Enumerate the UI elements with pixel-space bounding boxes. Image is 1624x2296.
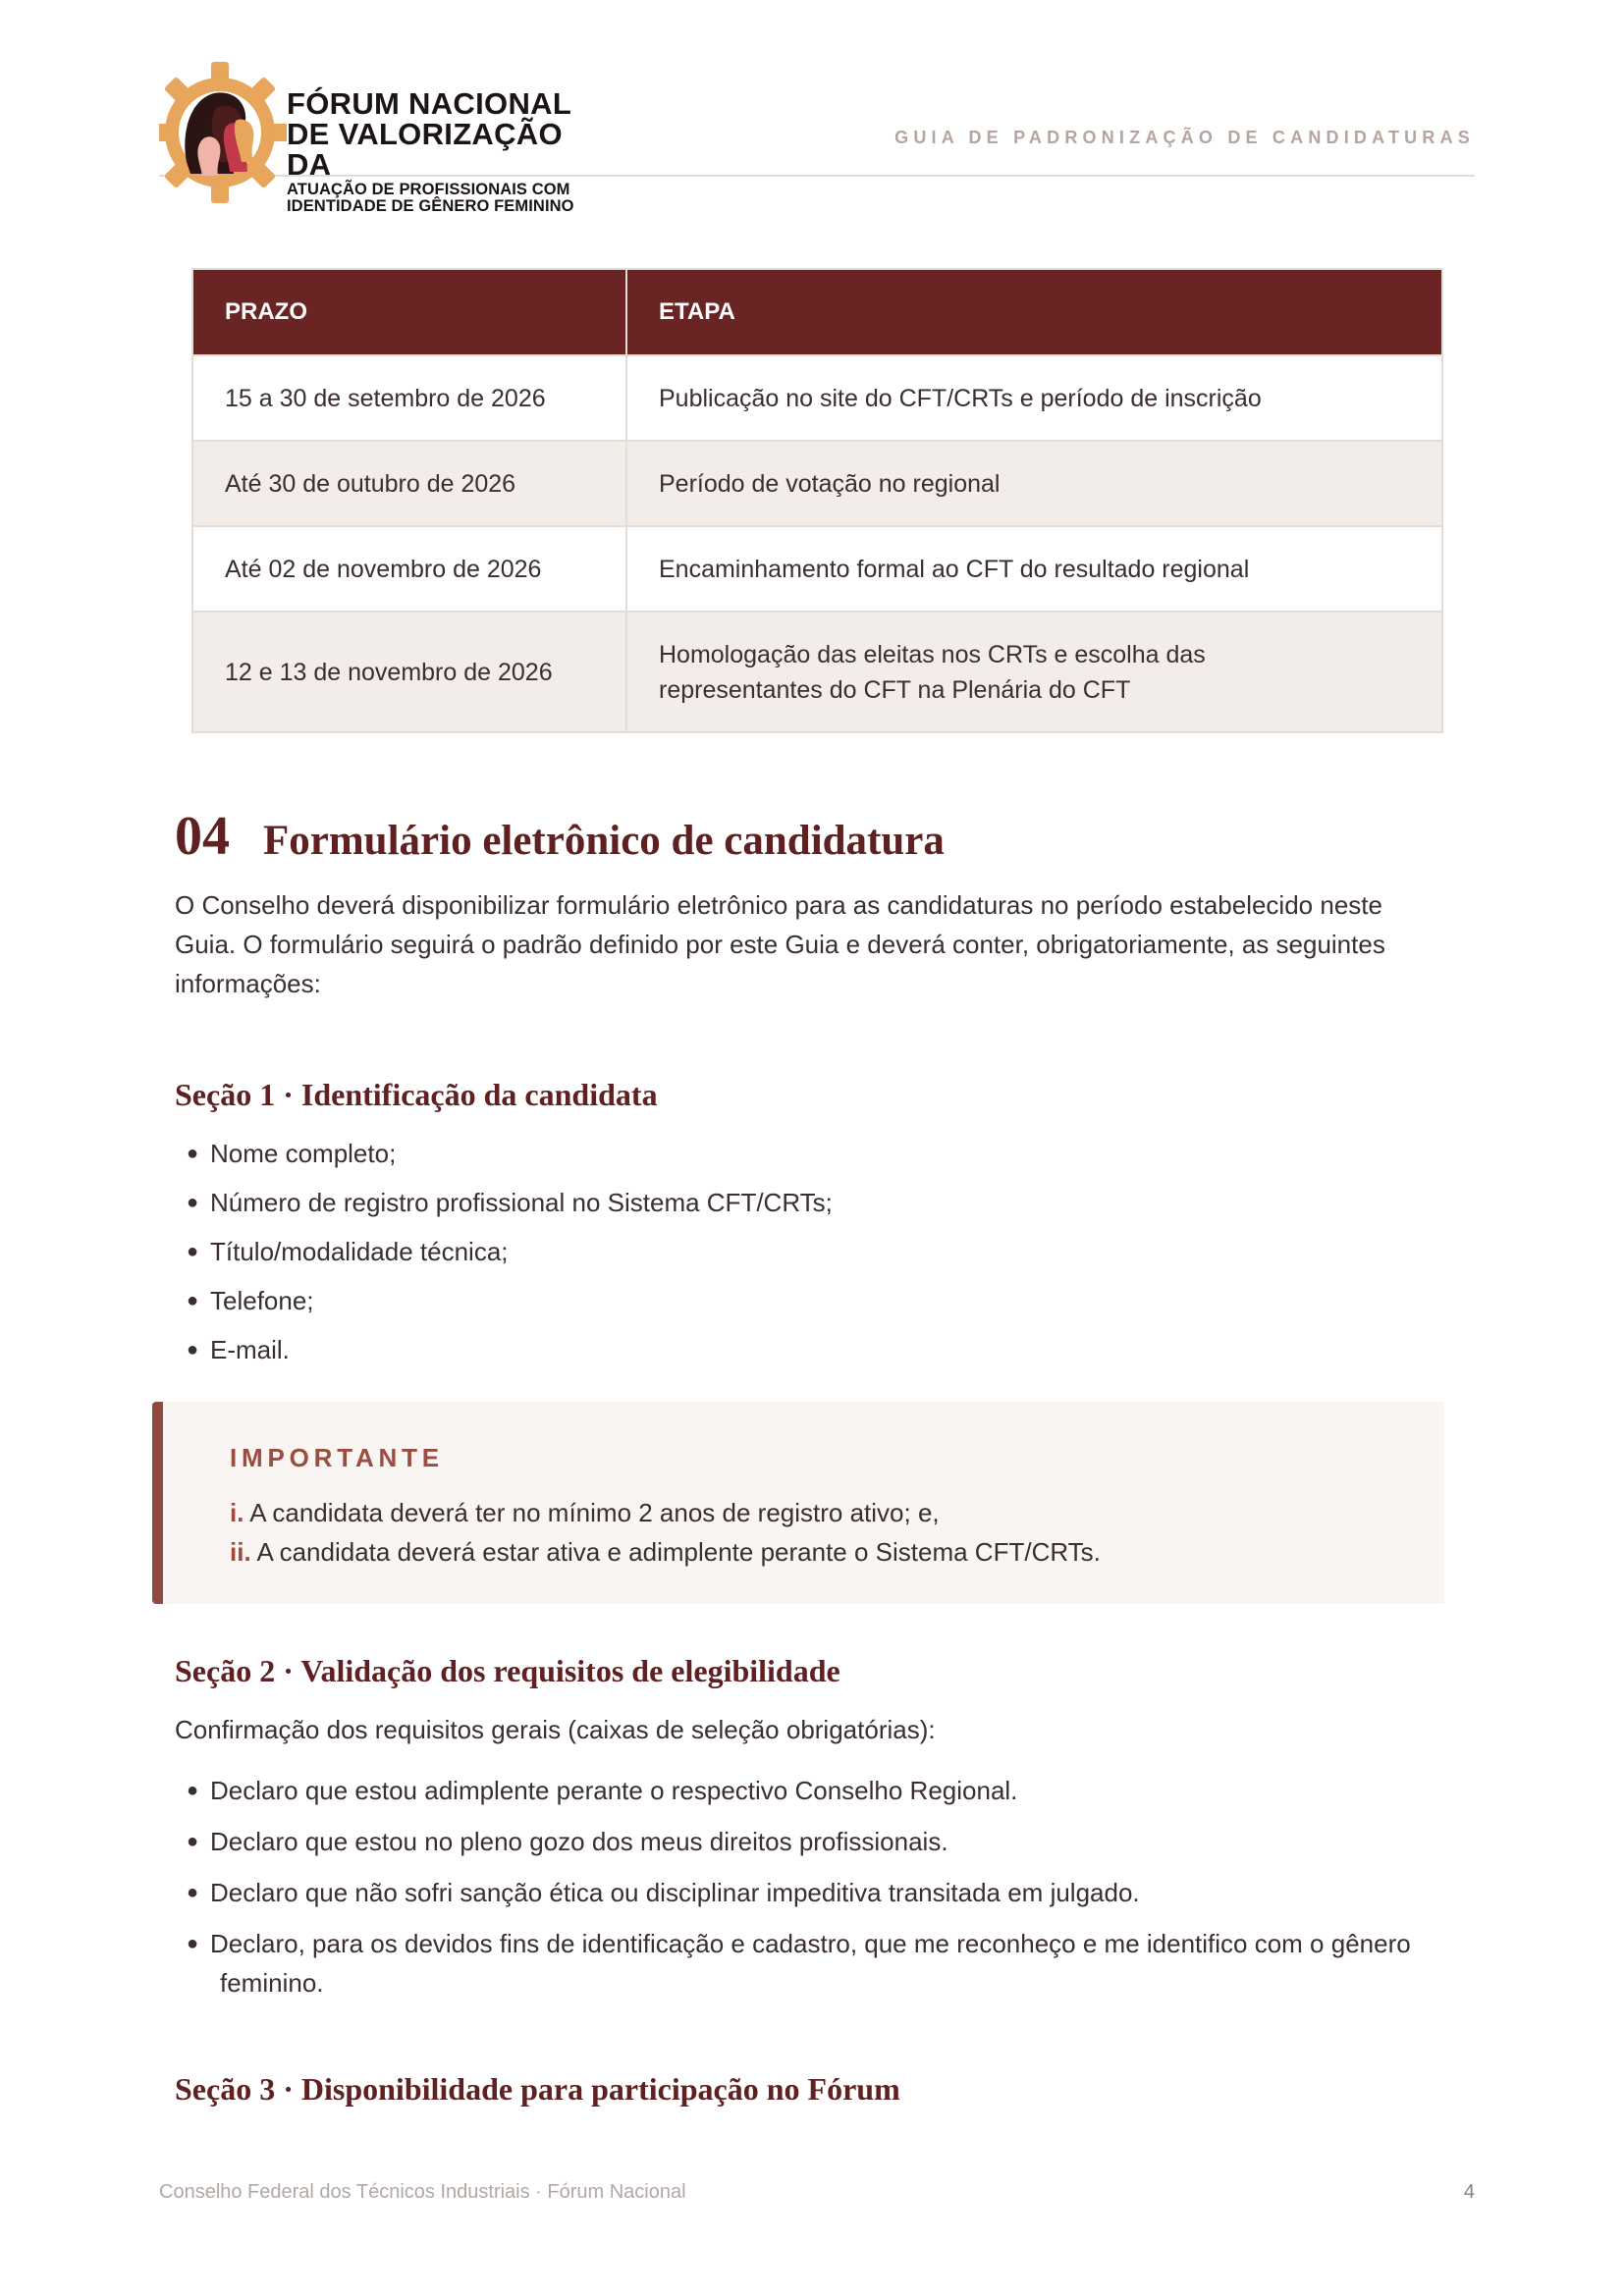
list-item-text: Número de registro profissional no Sistema CFT/CRTs; — [210, 1188, 833, 1217]
bullet-icon: ● — [187, 1241, 199, 1262]
list-item-text: E-mail. — [210, 1335, 290, 1364]
bullet-icon: ● — [187, 1933, 199, 1954]
list-item-text: Nome completo; — [210, 1139, 397, 1168]
list-item — [187, 1873, 1463, 1912]
callout-line — [230, 1498, 940, 1528]
table-cell-prazo: 12 e 13 de novembro de 2026 — [192, 612, 626, 732]
list-item-text: Declaro que estou no pleno gozo dos meus direitos profissionais. — [210, 1827, 948, 1856]
table-cell-prazo: Até 30 de outubro de 2026 — [192, 441, 626, 526]
secao1-list — [187, 1137, 1463, 1382]
table-row — [192, 355, 1442, 441]
table-header-row — [192, 269, 1442, 355]
section-heading — [175, 805, 945, 868]
logo-line: ATUAÇÃO DE PROFISSIONAIS COM — [287, 181, 570, 198]
callout-text: A candidata deverá ter no mínimo 2 anos de registro ativo; e, — [244, 1498, 940, 1527]
table-cell-prazo: 15 a 30 de setembro de 2026 — [192, 355, 626, 441]
page-header — [159, 59, 1475, 215]
table-cell-etapa: Publicação no site do CFT/CRTs e período de inscrição — [626, 355, 1442, 441]
section-number: 04 — [175, 806, 230, 867]
intro-line: informações: — [175, 969, 321, 998]
bullet-icon: ● — [187, 1780, 199, 1801]
bullet-icon: ● — [187, 1143, 199, 1164]
list-item-text — [210, 1924, 1411, 2002]
table-row — [192, 526, 1442, 612]
secao2-heading: Seção 2 · Validação dos requisitos de elegibilidade — [175, 1653, 840, 1688]
intro-line: O Conselho deverá disponibilizar formulário eletrônico para as candidaturas no período estabelecido neste — [175, 890, 1382, 920]
bullet-icon: ● — [187, 1290, 199, 1311]
footer-text: Conselho Federal dos Técnicos Industriais · Fórum Nacional — [159, 2181, 686, 2203]
list-item-text: Declaro que estou adimplente perante o respectivo Conselho Regional. — [210, 1776, 1018, 1805]
list-item-text: Declaro que não sofri sanção ética ou disciplinar impeditiva transitada em julgado. — [210, 1878, 1140, 1907]
gear-logo-icon — [159, 59, 287, 206]
table-row — [192, 441, 1442, 526]
bullet-icon: ● — [187, 1882, 199, 1903]
list-item — [187, 1186, 1463, 1235]
logo-text — [287, 88, 581, 214]
table-cell-etapa: Período de votação no regional — [626, 441, 1442, 526]
list-item — [187, 1333, 1463, 1382]
callout-line — [230, 1537, 1101, 1568]
secao1-heading: Seção 1 · Identificação da candidata — [175, 1077, 658, 1112]
secao2-intro: Confirmação dos requisitos gerais (caixas de seleção obrigatórias): — [175, 1715, 936, 1744]
list-item — [187, 1771, 1463, 1810]
list-item — [187, 1924, 1463, 2002]
list-item — [187, 1284, 1463, 1333]
page-number: 4 — [1463, 2181, 1475, 2203]
section-intro — [175, 885, 1451, 1003]
important-callout — [152, 1402, 1444, 1604]
logo-line: DE VALORIZAÇÃO DA — [287, 117, 563, 182]
callout-marker: i. — [230, 1498, 244, 1527]
secao2-list — [187, 1771, 1463, 2014]
forum-logo — [159, 59, 581, 215]
list-item-line: feminino. — [220, 1968, 324, 1998]
list-item — [187, 1137, 1463, 1186]
guide-title: GUIA DE PADRONIZAÇÃO DE CANDIDATURAS — [894, 128, 1475, 147]
section-title: Formulário eletrônico de candidatura — [263, 818, 945, 864]
table-row — [192, 612, 1442, 732]
callout-marker: ii. — [230, 1537, 251, 1567]
callout-title: IMPORTANTE — [230, 1443, 444, 1472]
list-item-text: Título/modalidade técnica; — [210, 1237, 509, 1266]
bullet-icon: ● — [187, 1339, 199, 1361]
cell-line: representantes do CFT na Plenária do CFT — [659, 675, 1131, 704]
column-header-prazo: PRAZO — [192, 269, 626, 355]
intro-line: Guia. O formulário seguirá o padrão definido por este Guia e deverá conter, obrigatoriamente, as seguintes — [175, 930, 1385, 959]
list-item-line: Declaro, para os devidos fins de identificação e cadastro, que me reconheço e me identifico com o gênero — [210, 1929, 1411, 1958]
callout-text: A candidata deverá estar ativa e adimplente perante o Sistema CFT/CRTs. — [250, 1537, 1101, 1567]
secao3-heading: Seção 3 · Disponibilidade para participação no Fórum — [175, 2071, 900, 2107]
bullet-icon: ● — [187, 1192, 199, 1213]
cell-line: Homologação das eleitas nos CRTs e escolha das — [659, 640, 1206, 668]
schedule-table — [191, 268, 1443, 733]
logo-line: IDENTIDADE DE GÊNERO FEMININO — [287, 196, 574, 215]
bullet-icon: ● — [187, 1831, 199, 1852]
table-cell-etapa: Encaminhamento formal ao CFT do resultado regional — [626, 526, 1442, 612]
list-item — [187, 1235, 1463, 1284]
table-cell-etapa — [626, 612, 1442, 732]
list-item-text: Telefone; — [210, 1286, 314, 1315]
logo-line: FÓRUM NACIONAL — [287, 86, 572, 121]
table-cell-prazo: Até 02 de novembro de 2026 — [192, 526, 626, 612]
column-header-etapa: ETAPA — [626, 269, 1442, 355]
list-item — [187, 1822, 1463, 1861]
